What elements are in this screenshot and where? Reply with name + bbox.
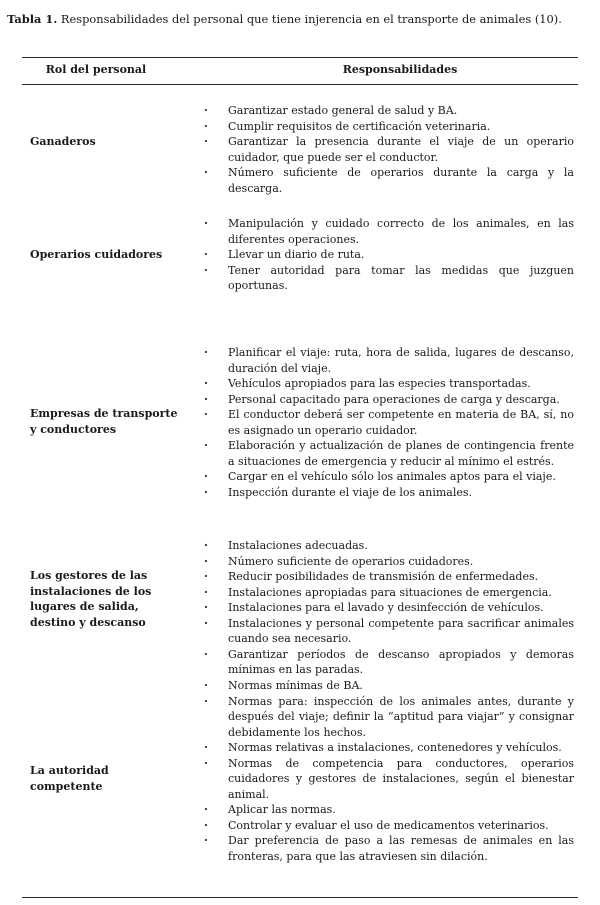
list-item: · Reducir posibilidades de transmisión de enfermedades. [204, 569, 574, 585]
list-item: · Controlar y evaluar el uso de medicamentos veterinarios. [204, 818, 574, 834]
role-operarios-cuidadores: Operarios cuidadores [30, 248, 163, 261]
list-item: · Elaboración y actualización de planes de contingencia frente a situaciones de emergencia y reducir al mínimo el estrés. [204, 438, 574, 469]
table-top-rule [22, 57, 578, 58]
list-item: · Vehículos apropiados para las especies transportadas. [204, 376, 574, 392]
role-gestores-instalaciones: Los gestores de las instalaciones de los lugares de salida, destino y descanso [30, 569, 152, 629]
list-item: · Garantizar períodos de descanso apropiados y demoras mínimas en las paradas. [204, 647, 574, 678]
responsibility-list-ganaderos [204, 103, 574, 196]
list-item: · Tener autoridad para tomar las medidas que juzguen oportunas. [204, 263, 574, 294]
list-item: · Inspección durante el viaje de los animales. [204, 485, 574, 501]
list-item: · Instalaciones y personal competente para sacrificar animales cuando sea necesario. [204, 616, 574, 647]
list-item: · Normas mínimas de BA. [204, 678, 574, 694]
list-item: · Número suficiente de operarios durante la carga y la descarga. [204, 165, 574, 196]
column-header-role: Rol del personal [45, 63, 147, 76]
responsibility-list-autoridad [204, 678, 574, 864]
list-item: · Personal capacitado para operaciones de carga y descarga. [204, 392, 574, 408]
table-caption-text: Responsabilidades del personal que tiene injerencia en el transporte de animales (10). [57, 12, 562, 26]
responsibility-list-operarios [204, 216, 574, 294]
responsibility-list-gestores [204, 538, 574, 678]
header-rule [22, 84, 578, 85]
responsibility-list-empresas [204, 345, 574, 500]
list-item: · Garantizar la presencia durante el viaje de un operario cuidador, que puede ser el conductor. [204, 134, 574, 165]
role-ganaderos: Ganaderos [30, 135, 96, 148]
role-autoridad-competente: La autoridad competente [30, 764, 109, 793]
list-item: · Dar preferencia de paso a las remesas de animales en las fronteras, para que las atraviesen sin dilación. [204, 833, 574, 864]
list-item: · Normas para: inspección de los animales antes, durante y después del viaje; definir la “aptitud para viajar” y consignar debidamente los hechos. [204, 694, 574, 741]
list-item: · Manipulación y cuidado correcto de los animales, en las diferentes operaciones. [204, 216, 574, 247]
list-item: · Garantizar estado general de salud y BA. [204, 103, 574, 119]
table-caption [7, 12, 597, 26]
list-item: · Instalaciones para el lavado y desinfección de vehículos. [204, 600, 574, 616]
column-header-responsibilities: Responsabilidades [342, 63, 458, 76]
role-empresas-transporte: Empresas de transporte y conductores [30, 407, 178, 436]
list-item: · Planificar el viaje: ruta, hora de salida, lugares de descanso, duración del viaje. [204, 345, 574, 376]
table-caption-label: Tabla 1. [7, 12, 58, 26]
table-bottom-rule [22, 897, 578, 898]
list-item: · El conductor deberá ser competente en materia de BA, sí, no es asignado un operario cuidador. [204, 407, 574, 438]
list-item: · Número suficiente de operarios cuidadores. [204, 554, 574, 570]
list-item: · Normas relativas a instalaciones, contenedores y vehículos. [204, 740, 574, 756]
list-item: · Llevar un diario de ruta. [204, 247, 574, 263]
list-item: · Instalaciones adecuadas. [204, 538, 574, 554]
list-item: · Normas de competencia para conductores, operarios cuidadores y gestores de instalaciones, según el bienestar animal. [204, 756, 574, 803]
list-item: · Instalaciones apropiadas para situaciones de emergencia. [204, 585, 574, 601]
list-item: · Cargar en el vehículo sólo los animales aptos para el viaje. [204, 469, 574, 485]
list-item: · Aplicar las normas. [204, 802, 574, 818]
list-item: · Cumplir requisitos de certificación veterinaria. [204, 119, 574, 135]
